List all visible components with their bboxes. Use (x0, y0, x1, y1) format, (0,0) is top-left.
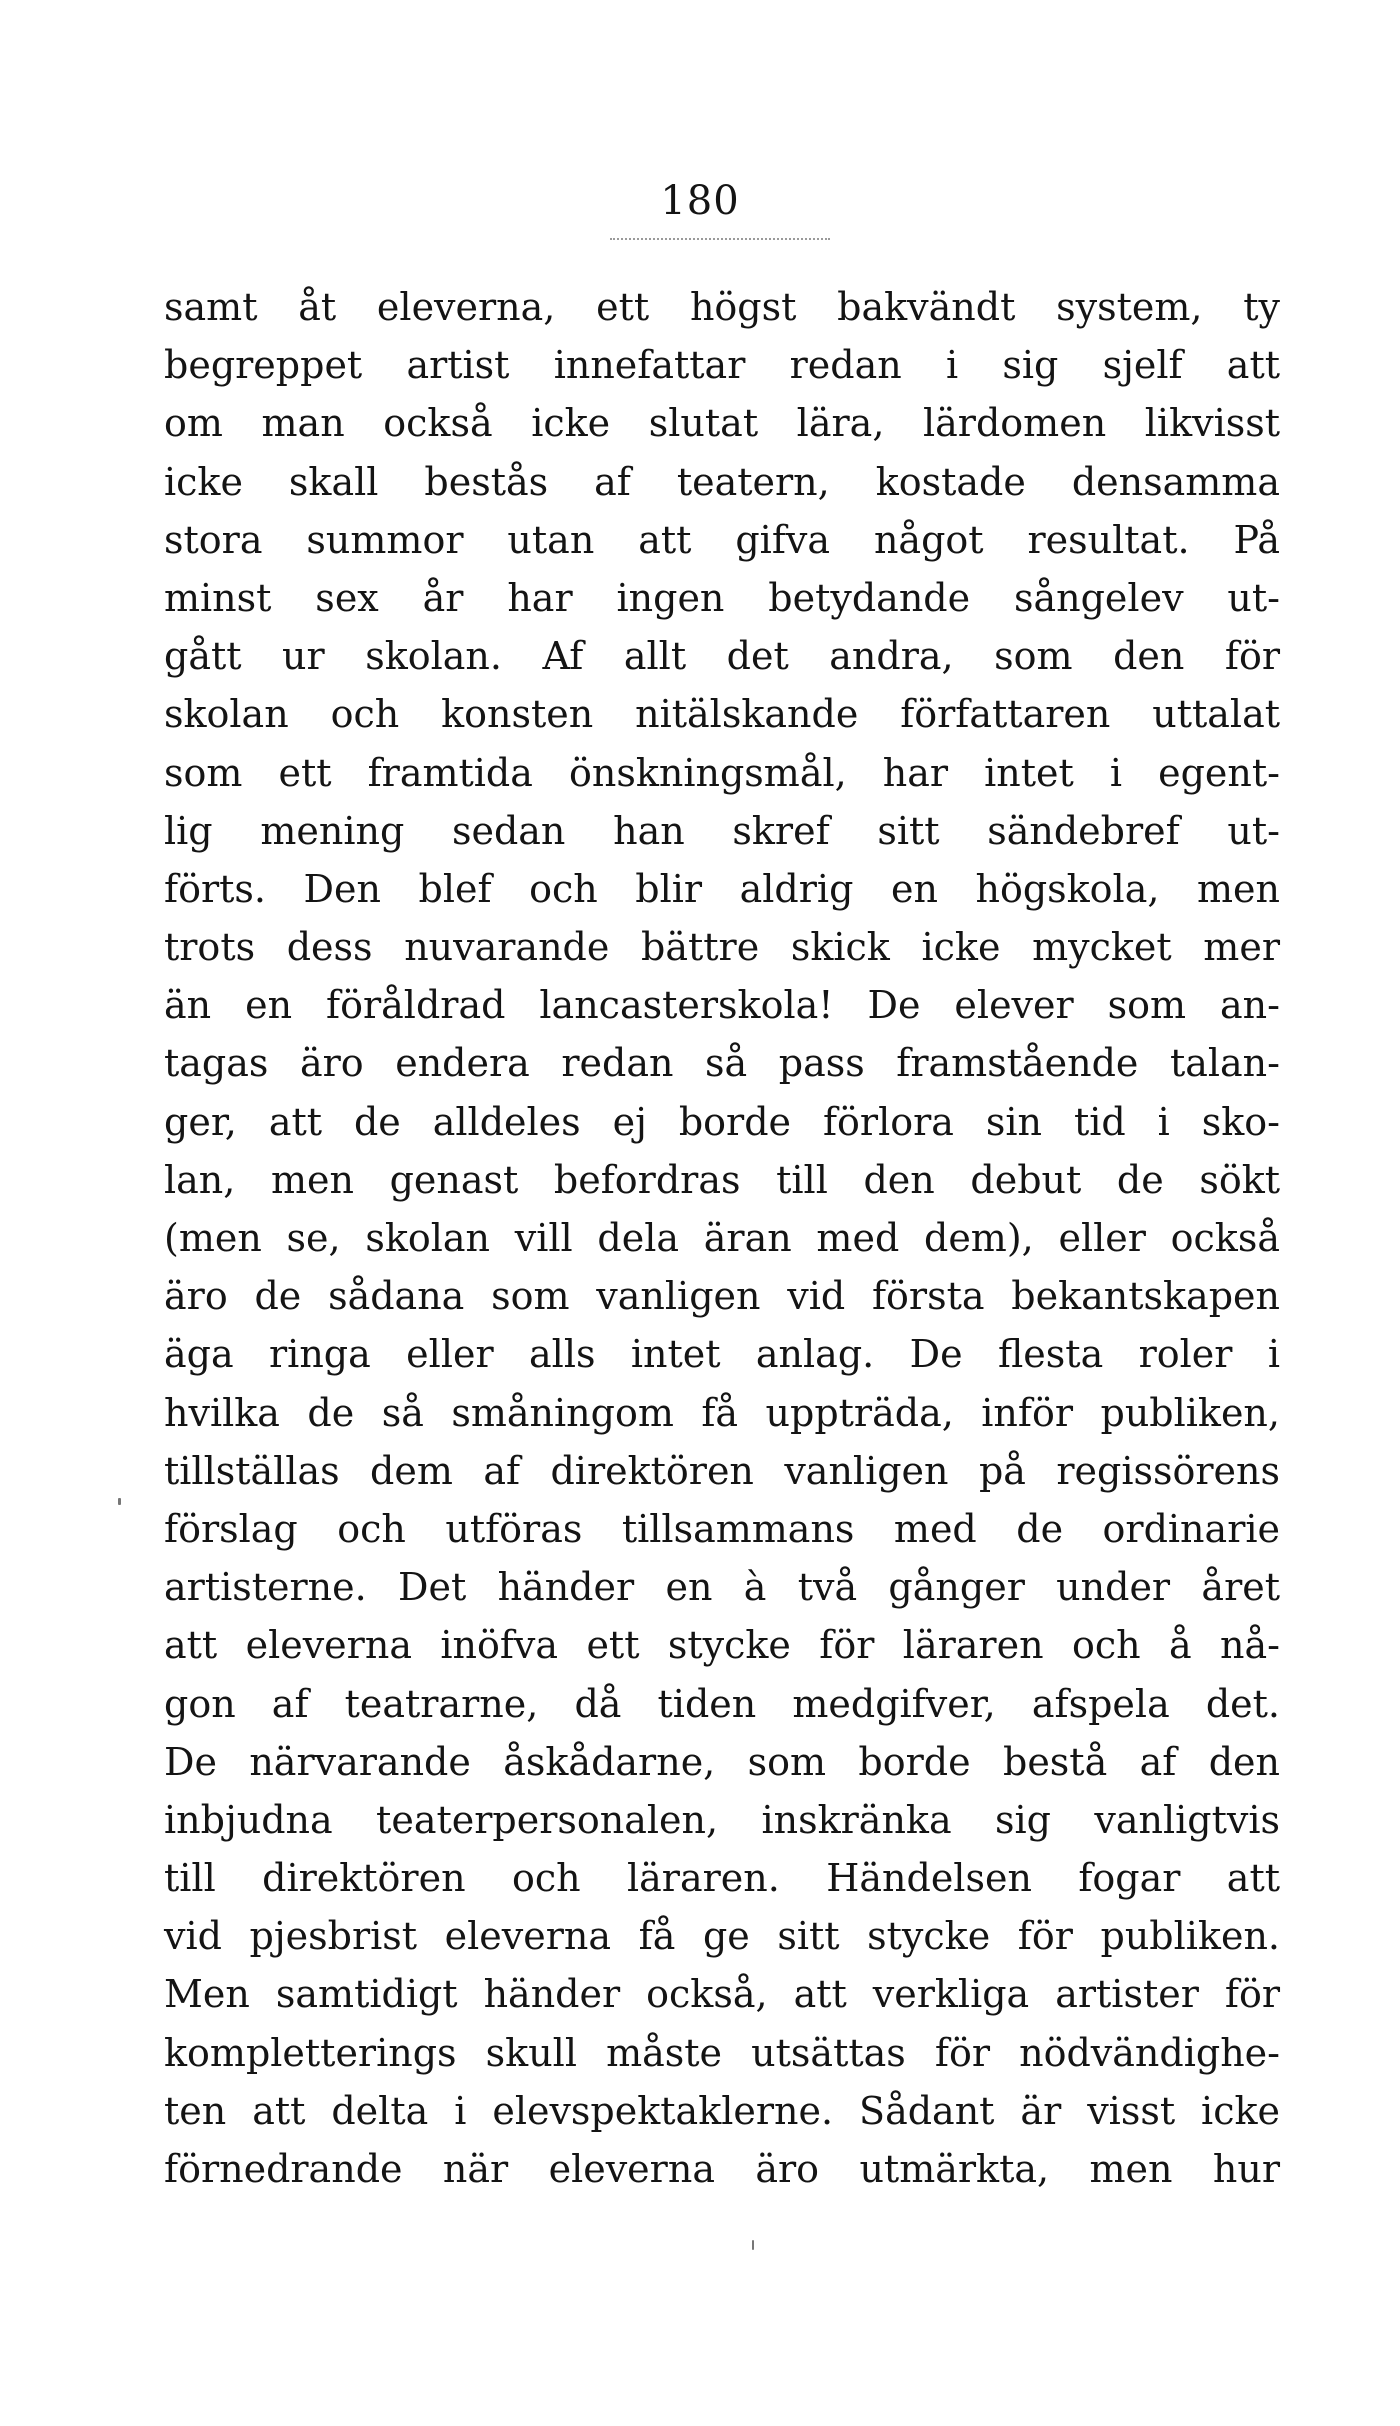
text-line: lig mening sedan han skref sitt sändebref ut- (164, 808, 1280, 853)
text-line: äga ringa eller alls intet anlag. De flesta roler i (164, 1332, 1280, 1377)
text-line: ten att delta i elevspektaklerne. Sådant är visst icke (164, 2088, 1280, 2133)
page-number: 180 (660, 178, 740, 224)
text-line: att eleverna inöfva ett stycke för läraren och å nå- (164, 1623, 1280, 1668)
text-line: samt åt eleverna, ett högst bakvändt system, ty (164, 285, 1280, 329)
text-line: begreppet artist innefattar redan i sig sjelf att (164, 343, 1280, 388)
text-line: tillställas dem af direktören vanligen på regissörens (164, 1448, 1280, 1493)
header-rule (610, 238, 830, 240)
print-speck (752, 2240, 754, 2250)
text-line: tagas äro endera redan så pass framstående talan- (164, 1041, 1280, 1086)
text-line: som ett framtida önskningsmål, har intet i egent- (164, 750, 1280, 795)
text-line: De närvarande åskådarne, som borde bestå af den (164, 1739, 1280, 1784)
text-line: artisterne. Det händer en à två gånger under året (164, 1565, 1280, 1610)
text-line: lan, men genast befordras till den debut de sökt (164, 1157, 1280, 1202)
text-line: inbjudna teaterpersonalen, inskränka sig vanligtvis (164, 1797, 1280, 1842)
text-line: trots dess nuvarande bättre skick icke mycket mer (164, 925, 1280, 970)
text-line: om man också icke slutat lära, lärdomen likvisst (164, 401, 1280, 446)
text-line: ger, att de alldeles ej borde förlora sin tid i sko- (164, 1099, 1280, 1144)
text-line: förslag och utföras tillsammans med de ordinarie (164, 1506, 1280, 1551)
text-line: icke skall bestås af teatern, kostade densamma (164, 459, 1280, 504)
text-line: förnedrande när eleverna äro utmärkta, men hur (164, 2147, 1280, 2191)
text-line: skolan och konsten nitälskande författaren uttalat (164, 692, 1280, 737)
print-speck (118, 1498, 121, 1505)
text-line: förts. Den blef och blir aldrig en högskola, men (164, 866, 1280, 911)
text-line: vid pjesbrist eleverna få ge sitt stycke för publiken. (164, 1914, 1280, 1959)
text-line: gon af teatrarne, då tiden medgifver, afspela det. (164, 1681, 1280, 1726)
body-text (164, 278, 1280, 2198)
text-line: minst sex år har ingen betydande sångelev ut- (164, 575, 1280, 620)
text-line: Men samtidigt händer också, att verkliga artister för (164, 1972, 1280, 2017)
text-line: äro de sådana som vanligen vid första bekantskapen (164, 1274, 1280, 1319)
text-line: till direktören och läraren. Händelsen fogar att (164, 1856, 1280, 1901)
text-line: gått ur skolan. Af allt det andra, som den för (164, 634, 1280, 679)
text-line: hvilka de så småningom få uppträda, inför publiken, (164, 1390, 1280, 1435)
text-line: (men se, skolan vill dela äran med dem), eller också (164, 1216, 1280, 1260)
text-line: än en föråldrad lancasterskola! De elever som an- (164, 983, 1280, 1028)
text-line: kompletterings skull måste utsättas för nödvändighe- (164, 2030, 1280, 2075)
text-line: stora summor utan att gifva något resultat. På (164, 517, 1280, 562)
